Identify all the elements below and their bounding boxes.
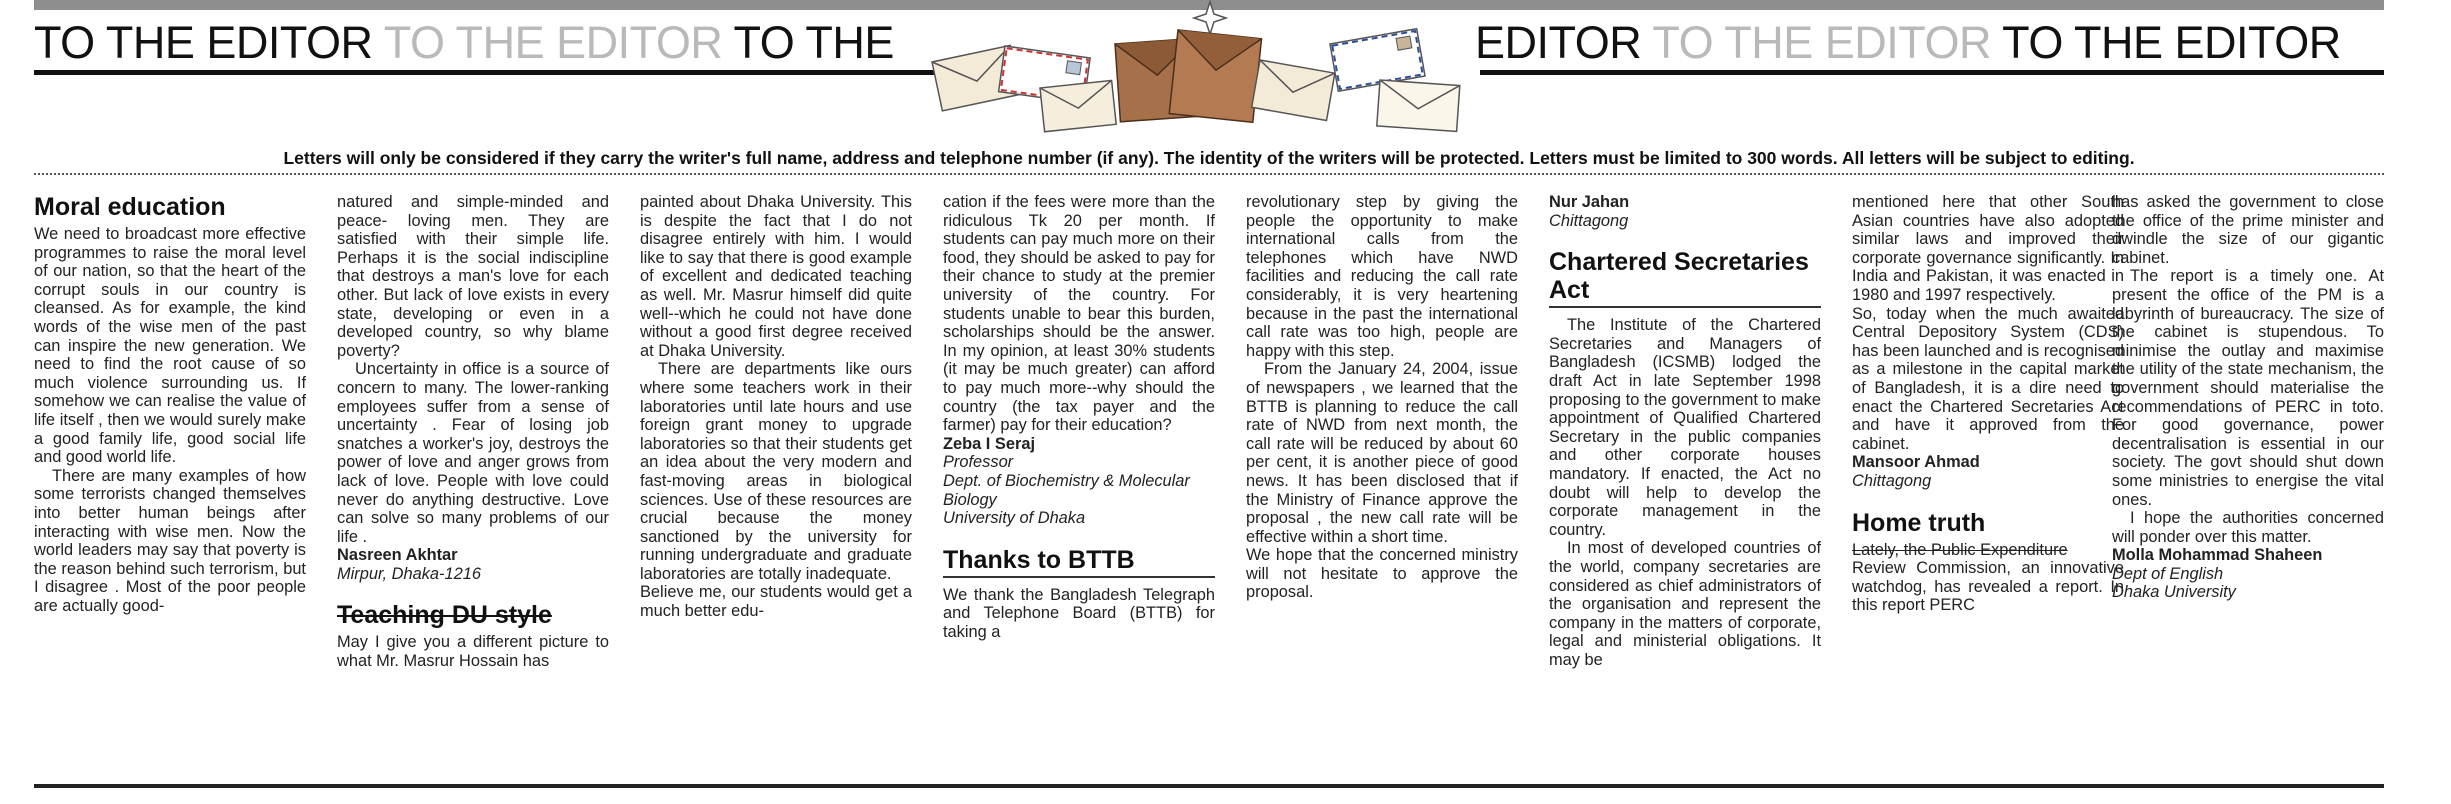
parcel-envelope-icon bbox=[1169, 30, 1261, 122]
letter-paragraph-struck: Lately, the Public Expenditure bbox=[1852, 540, 2068, 559]
dotted-separator bbox=[34, 173, 2384, 175]
masthead-text-faded: TO THE EDITOR bbox=[1652, 17, 1991, 68]
writer-department: Dept. of Biochemistry & Molecular Biology bbox=[943, 471, 1190, 509]
writer-name: Molla Mohammad Shaheen bbox=[2112, 546, 2323, 565]
masthead-text: EDITOR bbox=[1475, 17, 1642, 68]
letter-paragraph: cation if the fees were more than the ridiculous Tk 20 per month. If students can pay much more on their food, they should be asked to pay for their chance to study at the premier university of the country. For students unable to bear this burden, scholarships should be the answer. In my opinion, at least 30% students (it may be much greater) can afford to pay much more--why should the country (the tax payer and the farmer) pay for their education? bbox=[943, 193, 1215, 435]
letter-paragraph: The Institute of the Chartered Secretaries and Managers of Bangladesh (ICSMB) lodged the draft Act in late September 1998 proposing to the government to make appointment of Qualified Chartered Secretary in the public companies and other corporate houses mandatory. If enacted, the Act no doubt will help to develop the corporate management in the country. bbox=[1549, 316, 1821, 539]
bottom-rule bbox=[34, 784, 2384, 788]
letter-heading: Moral education bbox=[34, 193, 226, 221]
envelope-icon bbox=[1040, 80, 1116, 131]
letter-paragraph: Believe me, our students would get a much better edu- bbox=[640, 583, 912, 621]
letter-paragraph: There are departments like ours where some teachers work in their laboratories until late hours and use foreign grant money to upgrade laboratories so that their students get an idea about the very modern and fast-moving areas in biological sciences. Use of these resources are crucial because the money sanctioned by the university for running undergraduate and graduate laboratories are totally inadequate. bbox=[640, 360, 912, 583]
column-3 bbox=[640, 193, 912, 768]
column-4 bbox=[943, 193, 1215, 768]
masthead-text: TO THE EDITOR bbox=[2002, 17, 2341, 68]
letter-heading: Chartered Secretaries Act bbox=[1549, 248, 1821, 308]
writer-title: Professor bbox=[943, 453, 1014, 472]
writer-institution: University of Dhaka bbox=[943, 509, 1086, 528]
masthead-text: TO THE bbox=[733, 17, 894, 68]
letter-paragraph: There are many examples of how some terrorists changed themselves into better human beings after interacting with wise men. Now the world leaders may say that poverty is the reason behind such terrorism, but I disagree . Most of the poor people are actually good- bbox=[34, 466, 306, 615]
column-1 bbox=[34, 193, 306, 768]
envelopes-illustration bbox=[910, 0, 1500, 140]
masthead-title-left bbox=[34, 17, 894, 68]
masthead-text: TO THE EDITOR bbox=[34, 17, 373, 68]
writer-location: Mirpur, Dhaka-1216 bbox=[337, 564, 481, 583]
writer-location: Chittagong bbox=[1852, 471, 1932, 490]
letter-paragraph: has asked the government to close the office of the prime minister and dwindle the size of our gigantic cabinet. bbox=[2112, 193, 2384, 267]
letter-paragraph: From the January 24, 2004, issue of newspapers , we learned that the BTTB is planning to reduce the call rate of NWD from next month, the call rate will be reduced by about 60 per cent, it is another piece of good news. It has been disclosed that if the Ministry of Finance approve the proposal , the new call rate will be effective within a short time. bbox=[1246, 360, 1518, 546]
writer-name: Zeba I Seraj bbox=[943, 434, 1036, 453]
writer-name: Nur Jahan bbox=[1549, 193, 1630, 211]
letter-paragraph: We need to broadcast more effective programmes to raise the moral level of our nation, so that the heart of the corrupt souls in our country is cleansed. As for example, the kind words of the wise men of the past can inspire the new generation. We need to find the root cause of so much violence surrounding us. If somehow we can realise the value of life itself , then we would surely make a good family life, good social life and good world life. bbox=[34, 225, 306, 467]
letter-paragraph: We hope that the concerned ministry will not hesitate to approve the proposal. bbox=[1246, 546, 1518, 602]
letter-paragraph: natured and simple-minded and peace- loving men. They are satisfied with their simple life. Perhaps it is the social indiscipline that destroys a man's love for each other. But lack of love exists in every state, developing or even in a developed country, so why blame poverty? bbox=[337, 193, 609, 360]
masthead-underline-left bbox=[34, 70, 954, 75]
writer-location: Chittagong bbox=[1549, 211, 1629, 230]
column-6 bbox=[1549, 193, 1821, 768]
letter-paragraph: So, today when the much awaited Central Depository System (CDS) has been launched and is recognised as a milestone in the capital market of Bangladesh, it is a dire need to enact the Chartered Secretaries Act and have it approved from the cabinet. bbox=[1852, 304, 2124, 453]
letter-heading: Teaching DU style bbox=[337, 601, 552, 630]
envelope-icon bbox=[1252, 60, 1335, 120]
letter-paragraph: painted about Dhaka University. This is despite the fact that I do not disagree entirely with him. I would like to say that there is good example of excellent and dedicated teaching as well. Mr. Masrur himself did quite well--which he could not have done without a good first degree received at Dhaka University. bbox=[640, 193, 912, 360]
letter-paragraph: mentioned here that other South Asian countries have also adopted similar laws and improved their corporate governance significantly. In India and Pakistan, it was enacted in 1980 and 1997 respectively. bbox=[1852, 193, 2124, 304]
column-8 bbox=[2112, 193, 2384, 768]
writer-name: Nasreen Akhtar bbox=[337, 546, 458, 565]
letter-paragraph: In most of developed countries of the world, company secretaries are considered as chief administrators of the organisation and represent the company in the matters of corporate, legal and ministerial obligations. It may be bbox=[1549, 539, 1821, 669]
letter-paragraph: revolutionary step by giving the people the opportunity to make international calls from the telephones which have NWD facilities and reducing the call rate considerably, it is very heartening because in the past the international call rate was too high, people are happy with this step. bbox=[1246, 193, 1518, 360]
submission-notice: Letters will only be considered if they carry the writer's full name, address and telephone number (if any). The identity of the writers will be protected. Letters must be limited to 300 words. All letters will be subject to editing. bbox=[283, 148, 2135, 168]
letter-paragraph: I hope the authorities concerned will ponder over this matter. bbox=[2112, 509, 2384, 546]
letter-paragraph: We thank the Bangladesh Telegraph and Telephone Board (BTTB) for taking a bbox=[943, 585, 1215, 641]
sparkle-icon bbox=[1194, 2, 1226, 34]
letter-paragraph: May I give you a different picture to what Mr. Masrur Hossain has bbox=[337, 633, 609, 671]
letter-paragraph: Review Commission, an innovative watchdog, has revealed a report. In this report PERC bbox=[1852, 559, 2124, 615]
masthead-title-right bbox=[1475, 17, 2341, 68]
column-5 bbox=[1246, 193, 1518, 768]
writer-department: Dept of English bbox=[2112, 564, 2224, 583]
letter-heading: Home truth bbox=[1852, 508, 1986, 537]
letter-heading: Thanks to BTTB bbox=[943, 546, 1215, 578]
writer-name: Mansoor Ahmad bbox=[1852, 453, 1980, 472]
masthead-text-faded: TO THE EDITOR bbox=[383, 17, 723, 68]
column-2 bbox=[337, 193, 609, 768]
masthead-underline-right bbox=[1480, 70, 2384, 75]
column-7 bbox=[1852, 193, 2124, 768]
envelope-icon bbox=[1377, 80, 1460, 131]
letter-paragraph: The report is a timely one. At present the office of the PM is a labyrinth of bureaucracy. The size of the cabinet is stupendous. To minimise the outlay and maximise the utility of the state mechanism, the government should materialise the recommendations of PERC in toto. For good governance, power decentralisation is essential in our society. The govt should shut down some ministries to energise the vital ones. bbox=[2112, 267, 2384, 509]
writer-institution: Dhaka University bbox=[2112, 583, 2236, 602]
letter-paragraph: Uncertainty in office is a source of concern to many. The lower-ranking employees suffer from a sense of uncertainty . Fear of losing job snatches a worker's joy, destroys the power of love and anger grows from lack of love. People with love could never do anything destructive. Love can solve so many problems of our life . bbox=[337, 360, 609, 546]
